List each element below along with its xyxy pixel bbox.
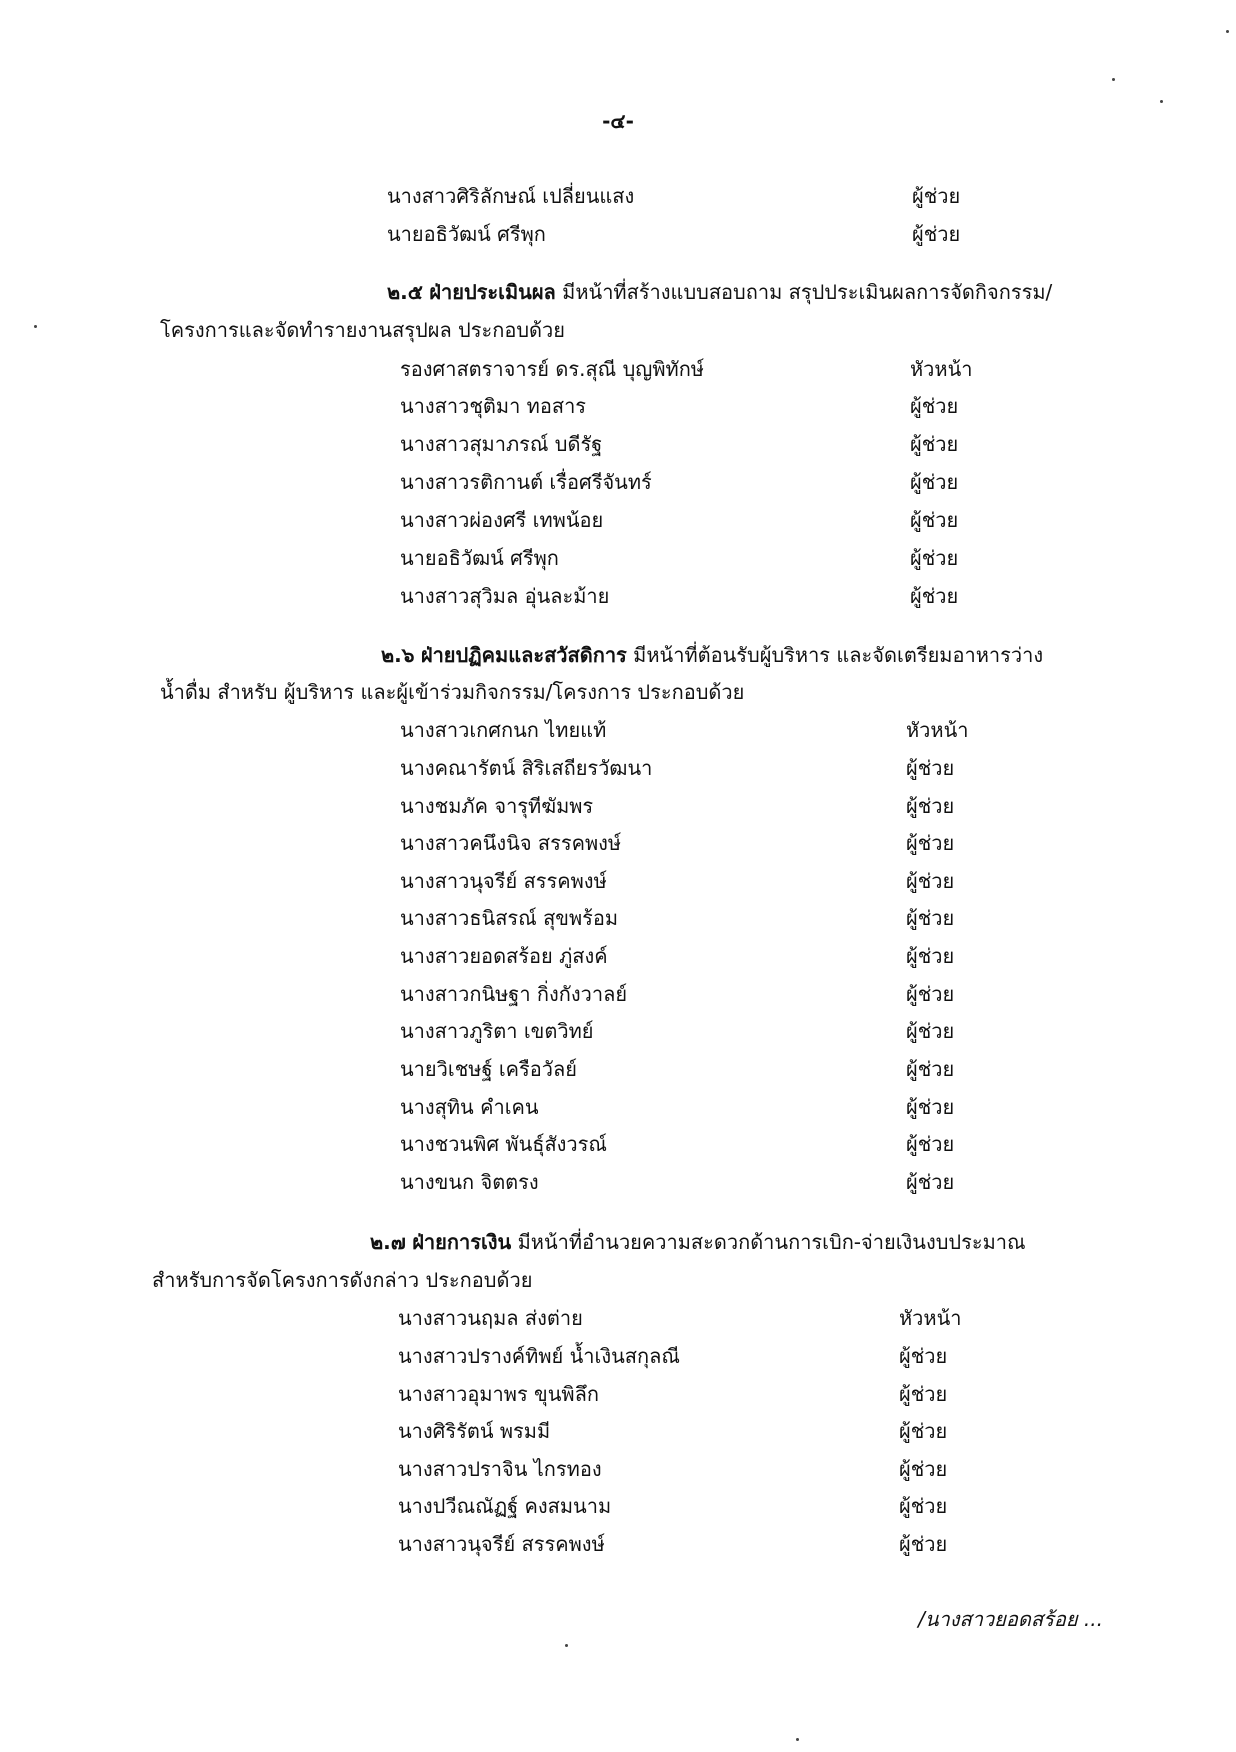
list-item (0, 941, 1236, 971)
list-item (0, 1379, 1236, 1409)
list-item (0, 1491, 1236, 1521)
member-role: ผู้ช่วย (899, 1532, 948, 1556)
scan-speck (1160, 100, 1163, 103)
list-item (0, 1129, 1236, 1159)
list-item (0, 505, 1236, 535)
member-name: นางสาวอุมาพร ขุนพิลึก (398, 1382, 599, 1406)
list-item (0, 828, 1236, 858)
member-role: ผู้ช่วย (906, 1095, 955, 1119)
member-role: ผู้ช่วย (910, 584, 959, 608)
list-item (0, 219, 1236, 249)
member-role: ผู้ช่วย (899, 1382, 948, 1406)
list-item (0, 1167, 1236, 1197)
section-description: มีหน้าที่สร้างแบบสอบถาม สรุปประเมินผลการจัดกิจกรรม/ (555, 280, 1053, 304)
member-role: ผู้ช่วย (906, 756, 955, 780)
section-description: มีหน้าที่ต้อนรับผู้บริหาร และจัดเตรียมอาหารว่าง (626, 643, 1044, 667)
section-paragraph (370, 1227, 1026, 1257)
member-role: ผู้ช่วย (906, 1132, 955, 1156)
member-name: นางสาวกนิษฐา กิ่งกังวาลย์ (400, 982, 628, 1006)
member-role: ผู้ช่วย (910, 394, 959, 418)
member-name: นางชมภัค จารุทีฆัมพร (400, 794, 594, 818)
section-number: ๒.๕ (387, 280, 423, 304)
list-item (0, 467, 1236, 497)
member-role: ผู้ช่วย (899, 1457, 948, 1481)
member-role: หัวหน้า (899, 1306, 962, 1330)
member-role: ผู้ช่วย (906, 831, 955, 855)
scan-speck (34, 325, 37, 328)
member-name: นางสาวสุมาภรณ์ บดีรัฐ (400, 432, 603, 456)
member-name: นางสาวรติกานต์ เรื่อศรีจันทร์ (400, 470, 652, 494)
member-role: ผู้ช่วย (899, 1494, 948, 1518)
scan-speck (796, 1738, 799, 1741)
member-name: นางสาวชุติมา ทอสาร (400, 394, 587, 418)
list-item (0, 1529, 1236, 1559)
member-role: ผู้ช่วย (910, 508, 959, 532)
member-name: นางสาวเกศกนก ไทยแท้ (400, 718, 607, 742)
member-name: นางขนก จิตตรง (400, 1170, 539, 1194)
member-name: นางสาวนุจรีย์ สรรคพงษ์ (400, 869, 607, 893)
list-item (0, 581, 1236, 611)
section-paragraph-cont: สำหรับการจัดโครงการดังกล่าว ประกอบด้วย (152, 1268, 533, 1292)
page-number: -๔- (602, 109, 634, 133)
member-name: นายอธิวัฒน์ ศรีพุก (387, 222, 546, 246)
member-role: ผู้ช่วย (910, 470, 959, 494)
member-name: นางสาวคนึงนิจ สรรคพงษ์ (400, 831, 622, 855)
member-role: ผู้ช่วย (906, 794, 955, 818)
scan-speck (565, 1644, 568, 1647)
member-name: นางสาวปรางค์ทิพย์ น้ำเงินสกุลณี (398, 1344, 680, 1368)
member-name: นางสาวนุจรีย์ สรรคพงษ์ (398, 1532, 605, 1556)
member-role: ผู้ช่วย (906, 869, 955, 893)
member-name: นางชวนพิศ พันธุ์สังวรณ์ (400, 1132, 607, 1156)
list-item (0, 753, 1236, 783)
list-item (0, 1016, 1236, 1046)
list-item (0, 429, 1236, 459)
member-name: นายวิเชษฐ์ เครือวัลย์ (400, 1057, 578, 1081)
scan-speck (1226, 30, 1229, 33)
section-heading: ฝ่ายประเมินผล (429, 280, 556, 304)
member-role: ผู้ช่วย (906, 1057, 955, 1081)
section-paragraph (387, 277, 1052, 307)
member-name: นางสุทิน คำเคน (400, 1095, 539, 1119)
list-item (0, 354, 1236, 384)
member-name: นางสาวนฤมล ส่งต่าย (398, 1306, 583, 1330)
member-role: ผู้ช่วย (910, 432, 959, 456)
list-item (0, 391, 1236, 421)
list-item (0, 1341, 1236, 1371)
member-role: ผู้ช่วย (912, 184, 961, 208)
list-item (0, 543, 1236, 573)
list-item (0, 979, 1236, 1009)
member-name: รองศาสตราจารย์ ดร.สุณี บุญพิทักษ์ (400, 357, 704, 381)
member-name: นางสาวปราจิน ไกรทอง (398, 1457, 602, 1481)
list-item (0, 1054, 1236, 1084)
section-paragraph (381, 640, 1043, 670)
member-name: นายอธิวัฒน์ ศรีพุก (400, 546, 559, 570)
list-item (0, 1454, 1236, 1484)
member-role: ผู้ช่วย (912, 222, 961, 246)
list-item (0, 1092, 1236, 1122)
member-role: ผู้ช่วย (899, 1344, 948, 1368)
list-item (0, 866, 1236, 896)
member-role: ผู้ช่วย (906, 1019, 955, 1043)
list-item (0, 791, 1236, 821)
member-name: นางสาวยอดสร้อย ภู่สงค์ (400, 944, 608, 968)
list-item (0, 1303, 1236, 1333)
member-role: หัวหน้า (906, 718, 969, 742)
member-role: ผู้ช่วย (906, 982, 955, 1006)
member-role: ผู้ช่วย (906, 906, 955, 930)
section-heading: ฝ่ายการเงิน (412, 1230, 512, 1254)
member-role: ผู้ช่วย (906, 1170, 955, 1194)
member-role: ผู้ช่วย (899, 1419, 948, 1443)
member-name: นางสาวสุวิมล อุ่นละม้าย (400, 584, 610, 608)
section-paragraph-cont: น้ำดื่ม สำหรับ ผู้บริหาร และผู้เข้าร่วมกิจกรรม/โครงการ ประกอบด้วย (160, 680, 745, 704)
member-name: นางสาวธนิสรณ์ สุขพร้อม (400, 906, 619, 930)
member-role: ผู้ช่วย (906, 944, 955, 968)
member-name: นางคณารัตน์ สิริเสถียรวัฒนา (400, 756, 653, 780)
section-number: ๒.๖ (381, 643, 415, 667)
scan-speck (1112, 78, 1115, 81)
member-role: หัวหน้า (910, 357, 973, 381)
section-description: มีหน้าที่อำนวยความสะดวกด้านการเบิก-จ่ายเงินงบประมาณ (511, 1230, 1026, 1254)
list-item (0, 181, 1236, 211)
member-name: นางปวีณณัฏฐ์ คงสมนาม (398, 1494, 612, 1518)
section-paragraph-cont: โครงการและจัดทำรายงานสรุปผล ประกอบด้วย (160, 318, 565, 342)
member-name: นางศิริรัตน์ พรมมี (398, 1419, 551, 1443)
member-name: นางสาวศิริลักษณ์ เปลี่ยนแสง (387, 184, 635, 208)
member-role: ผู้ช่วย (910, 546, 959, 570)
member-name: นางสาวภูริตา เขตวิทย์ (400, 1019, 594, 1043)
list-item (0, 1416, 1236, 1446)
list-item (0, 715, 1236, 745)
member-name: นางสาวผ่องศรี เทพน้อย (400, 508, 604, 532)
section-number: ๒.๗ (370, 1230, 406, 1254)
continuation-reference: /นางสาวยอดสร้อย ... (918, 1607, 1103, 1631)
list-item (0, 903, 1236, 933)
section-heading: ฝ่ายปฏิคมและสวัสดิการ (420, 643, 627, 667)
